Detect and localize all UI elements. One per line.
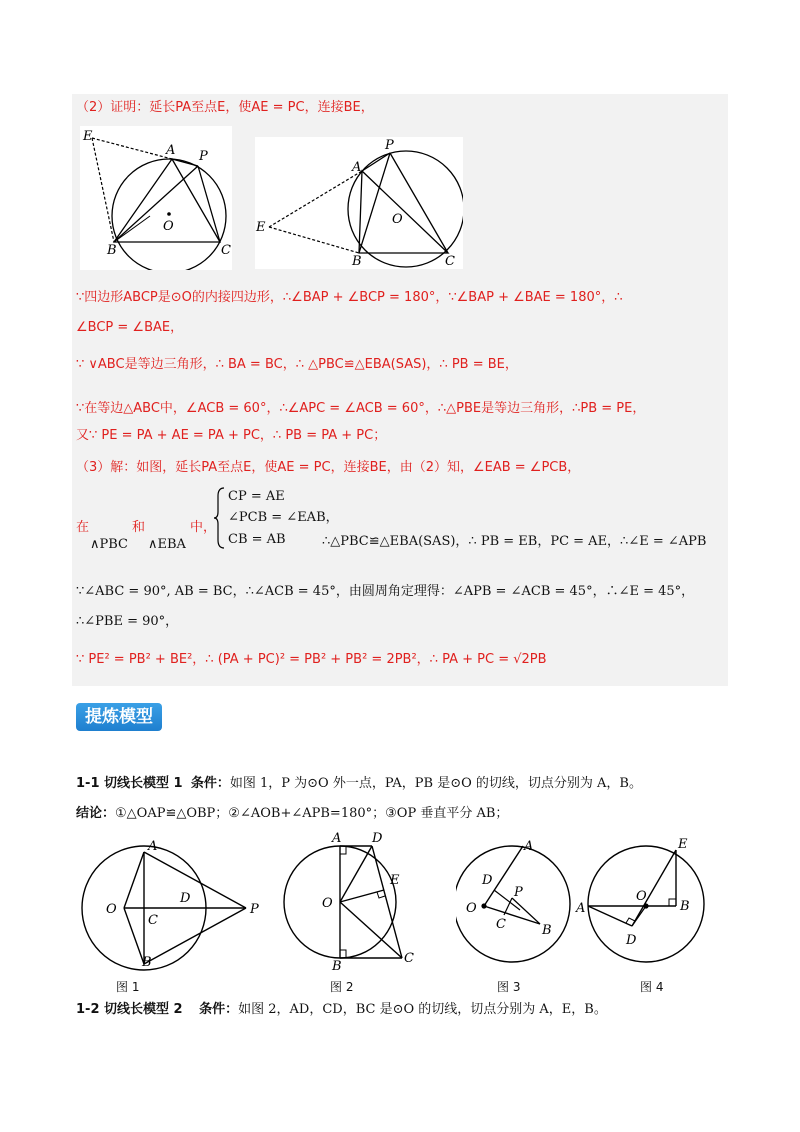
fig-label: E	[256, 220, 266, 235]
figure-4	[572, 832, 706, 972]
fig-label: C	[148, 913, 158, 928]
fig-label: B	[352, 254, 362, 269]
fig-label: A	[332, 831, 342, 846]
figure-3	[456, 832, 576, 972]
fig-label: C	[404, 951, 414, 966]
fig-label: A	[524, 839, 534, 854]
fig-label: B	[142, 955, 152, 970]
sys-prefix: 和	[132, 520, 146, 535]
model1-heading	[76, 776, 642, 792]
fig-label: B	[680, 899, 690, 914]
solution-line: 又∵ PE = PA + AE = PA + PC，∴ PB = PA + PC；	[76, 428, 387, 443]
fig-label: E	[678, 837, 688, 852]
sys-line: ∠PCB = ∠EAB，	[228, 510, 339, 525]
solution-line: ∵ ∨ABC是等边三角形，∴ BA = BC，∴ △PBC≌△EBA(SAS)，∴ PB = BE，	[76, 357, 518, 372]
fig-label: P	[514, 885, 523, 900]
solution-line: ∵∠ABC = 90°, AB = BC，∴∠ACB = 45°，由圆周角定理得：∠APB = ∠ACB = 45°，∴∠E = 45°，	[76, 584, 695, 599]
fig-label: A	[148, 839, 158, 854]
fig-label: D	[482, 873, 493, 888]
fig-label: A	[576, 901, 586, 916]
fig-label: O	[636, 889, 647, 904]
model1-cond-label: 条件：	[190, 776, 230, 791]
fig-label: O	[106, 902, 117, 917]
fig-label: D	[180, 891, 191, 906]
fig-label: B	[332, 959, 342, 970]
fig-label: D	[626, 933, 637, 948]
sys-prefix: 中，	[190, 520, 217, 535]
fig-label: O	[322, 896, 333, 911]
fig-label: O	[392, 212, 403, 227]
figure-caption: 图 2	[330, 980, 354, 994]
fig-label: C	[221, 243, 231, 258]
fig-label: A	[352, 160, 362, 175]
fig-label: P	[250, 902, 259, 917]
top-figure-2	[255, 137, 463, 269]
fig-label: D	[372, 831, 383, 846]
figure-2	[282, 826, 422, 970]
section-badge: 提炼模型	[76, 703, 162, 731]
fig-label: P	[199, 149, 208, 164]
model1-concl-label: 结论：	[76, 806, 116, 821]
model2-heading	[76, 1002, 607, 1018]
solution-line: ∵ PE² = PB² + BE²，∴ (PA + PC)² = PB² + PB² = 2PB²，∴ PA + PC = √2PB	[76, 652, 547, 667]
solution-line: ∴∠PBE = 90°，	[76, 614, 179, 629]
fig-label: B	[542, 923, 552, 938]
figure-caption: 图 1	[116, 980, 140, 994]
fig-label: C	[496, 917, 506, 932]
fig-label: O	[466, 901, 477, 916]
model2-cond-label: 条件：	[199, 1002, 239, 1017]
sys-conclusion: ∴△PBC≌△EBA(SAS)，∴ PB = EB，PC = AE，∴∠E = ∠APB	[322, 534, 707, 549]
figure-caption: 图 3	[497, 980, 521, 994]
triangle-label: ∧PBC	[90, 537, 129, 552]
sys-prefix: 在	[76, 520, 90, 535]
solution-line: ∵四边形ABCP是⊙O的内接四边形，∴∠BAP + ∠BCP = 180°，∵∠BAP + ∠BAE = 180°，∴	[76, 290, 623, 305]
sys-line: CB = AB	[228, 532, 286, 547]
fig-label: B	[107, 243, 117, 258]
figure-1	[64, 832, 274, 972]
top-figure-1	[80, 126, 232, 270]
model1-condition: 如图 1，P 为⊙O 外一点，PA，PB 是⊙O 的切线，切点分别为 A，B。	[229, 776, 642, 791]
sys-line: CP = AE	[228, 489, 285, 504]
part2-heading: （2）证明：延长PA至点E，使AE = PC，连接BE，	[76, 100, 374, 115]
solution-line: ∠BCP = ∠BAE，	[76, 320, 184, 335]
fig-label: P	[385, 138, 394, 153]
part3-heading: （3）解：如图，延长PA至点E，使AE = PC，连接BE，由（2）知，∠EAB = ∠PCB，	[76, 460, 581, 475]
solution-line: ∵在等边△ABC中，∠ACB = 60°，∴∠APC = ∠ACB = 60°，∴△PBE是等边三角形，∴PB = PE，	[76, 401, 646, 416]
fig-label: A	[166, 143, 176, 158]
fig-label: O	[163, 219, 174, 234]
model1-title: 1-1 切线长模型 1	[76, 776, 183, 791]
fig-label: C	[445, 254, 455, 269]
model1-conclusion: ①△OAP≌△OBP；②∠AOB+∠APB=180°；③OP 垂直平分 AB；	[115, 806, 509, 821]
triangle-label: ∧EBA	[148, 537, 186, 552]
fig-label: E	[83, 129, 93, 144]
brace	[214, 486, 226, 550]
figure-caption: 图 4	[640, 980, 664, 994]
model1-conclusion-line	[76, 806, 508, 822]
model2-title: 1-2 切线长模型 2	[76, 1002, 183, 1017]
model2-condition: 如图 2，AD，CD，BC 是⊙O 的切线，切点分别为 A，E，B。	[238, 1002, 607, 1017]
fig-label: E	[390, 873, 400, 888]
